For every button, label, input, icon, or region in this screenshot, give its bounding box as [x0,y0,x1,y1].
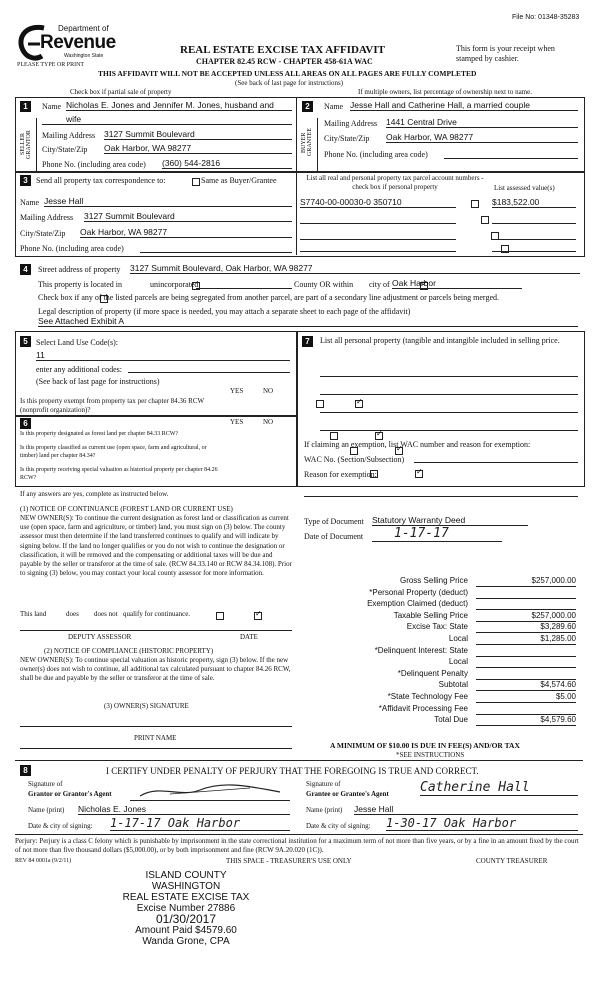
tax-row-label: Exemption Claimed (deduct) [367,599,468,609]
dor-logo: Department of Revenue Washington State [14,22,124,62]
seller-city-field[interactable]: Oak Harbor, WA 98277 [104,143,292,154]
exemption-reason-field[interactable] [304,496,578,497]
does-qualify-checkbox[interactable] [216,612,224,620]
please-type: PLEASE TYPE OR PRINT [17,62,85,68]
personal-property-line-1[interactable] [320,366,578,377]
buyer-name-field[interactable]: Jesse Hall and Catherine Hall, a married couple [350,100,578,111]
tax-row-value[interactable]: $4,574.60 [476,680,576,691]
tax-row-label: Total Due [434,715,468,725]
tax-row [300,611,580,623]
tax-row-label: Gross Selling Price [399,576,468,585]
document-type-field[interactable]: Statutory Warranty Deed [372,515,528,526]
tax-row-value[interactable]: $3,289.60 [476,622,576,633]
document-date-field[interactable]: 1-17-17 [372,526,502,542]
grantee-name-field[interactable]: Jesse Hall [354,804,578,815]
parcel-field-1[interactable]: S7740-00-00030-0 350710 [300,197,456,208]
personal-property-checkbox-1[interactable] [471,200,479,208]
same-as-buyer-checkbox[interactable] [192,178,200,186]
tax-row-label: *State Technology Fee [387,691,468,701]
wac-field[interactable] [414,453,578,463]
tax-row-value[interactable]: $257,000.00 [476,611,576,622]
tax-row-value[interactable]: $257,000.00 [476,576,576,587]
tax-name-field[interactable]: Jesse Hall [44,196,292,207]
tax-row-value[interactable] [476,646,576,657]
tax-row-value[interactable] [476,669,576,680]
treasurer-stamp: ISLAND COUNTY WASHINGTON REAL ESTATE EXCISE TAX Excise Number 27886 01/30/2017 Amount Paid $4579.60 Wanda Grone, CPA [122,870,250,947]
tax-row [300,622,580,634]
buyer-mailing-field[interactable]: 1441 Central Drive [386,117,578,128]
section-4-number: 4 [20,264,31,275]
owner-signature-field[interactable] [20,726,292,727]
grantee-date-city-field[interactable]: 1-30-17 Oak Harbor [386,816,578,831]
city-of-field[interactable]: Oak Harbor [392,278,522,289]
notice-compliance: NEW OWNER(S): To continue special valuation as historic property, sign (3) below. If the new owner(s) does not wish to continue, all additional tax calculated pursuant to chapter 84.26 RCW, shall be due and payable by the seller or transferor at the time of sale. [20,656,291,683]
grantee-signature-field[interactable]: Catherine Hall [420,780,578,796]
tax-row [300,599,580,611]
section-8-number: 8 [20,765,31,776]
tax-row-value[interactable] [476,599,576,610]
assessed-header: List assessed value(s) [494,184,555,192]
tax-row-value[interactable] [476,704,576,715]
assessed-field-2[interactable] [492,213,576,224]
seller-name-field[interactable]: Nicholas E. Jones and Jennifer M. Jones, husband and [66,100,292,111]
form-revision: REV 84 0001a (9/2/11) [15,858,72,864]
parcel-field-2[interactable] [300,213,456,224]
parcels-header: List all real and personal property tax parcel account numbers - check box if personal property [306,174,484,191]
perjury-statement: Perjury: Perjury is a class C felony which is punishable by imprisonment in the state correctional institution for a maximum term of not more than five years, or by a fine in an amount fixed by the court of not more than five thousand dollars ($5,000.00), or by both imprisonment and fine (RCW 9A.20.020 (1C)). [15,837,579,854]
tax-row-label: Excise Tax: State [406,622,468,632]
assessed-field-4[interactable] [492,241,576,252]
does-not-qualify-checkbox[interactable] [254,612,262,620]
section-2-number: 2 [302,101,313,112]
tax-row-label: Subtotal [438,680,468,690]
section-6-number: 6 [20,418,31,429]
tax-row [300,692,580,704]
grantor-signature-icon [130,782,290,800]
land-use-code-field[interactable]: 11 [36,350,290,361]
tax-row-value[interactable]: $1,285.00 [476,634,576,645]
section-7-number: 7 [302,336,313,347]
seller-mailing-field[interactable]: 3127 Summit Boulevard [104,129,292,140]
property-address-field[interactable]: 3127 Summit Boulevard, Oak Harbor, WA 98277 [130,263,580,274]
county-treasurer-label: COUNTY TREASURER [476,857,548,865]
tax-row-label: Local [448,633,468,643]
seller-phone-field[interactable]: (360) 544-2816 [162,158,292,169]
section-5-number: 5 [20,336,31,347]
parcel-field-4[interactable] [300,241,456,252]
tax-row [300,646,580,658]
tax-row [300,669,580,681]
partial-sale-label: Check box if partial sale of property [70,88,172,96]
assessed-field-3[interactable] [492,229,576,240]
additional-codes-field[interactable] [128,363,290,373]
treasurer-use-only: THIS SPACE - TREASURER'S USE ONLY [226,857,352,865]
file-number: File No: 01348-35283 [512,14,580,21]
tax-row-label: Taxable Selling Price [393,610,468,620]
receipt-note: This form is your receipt when stamped by cashier. [456,44,555,63]
print-name-field[interactable] [20,748,292,749]
warning: THIS AFFIDAVIT WILL NOT BE ACCEPTED UNLESS ALL AREAS ON ALL PAGES ARE FULLY COMPLETED [98,69,477,78]
notice-continuance: NEW OWNER(S): To continue the current designation as forest land or classification as current use (open space, farm and agriculture, or timber) land, you must sign on (3) below. The county assessor must then determine if the land transferred continues to qualify and will indicate by signing below. If the land no longer qualifies or you do not wish to continue the designation or classification, it will be removed and the compensating or additional taxes will be due and payable by the seller or transferor at the time of sale. (RCW 84.33.140 or RCW 84.34.108). Prior to signing (3) below, you may contact your local county assessor for more information. [20,514,292,578]
buyer-side-label: BUYER GRANTEE [301,128,313,157]
form-title: REAL ESTATE EXCISE TAX AFFIDAVIT [180,44,385,56]
buyer-city-field[interactable]: Oak Harbor, WA 98277 [386,132,578,143]
tax-row-label: *Affidavit Processing Fee [378,703,468,713]
tax-row-value[interactable] [476,588,576,599]
tax-row [300,680,580,692]
buyer-phone-field[interactable] [444,148,578,159]
legal-description[interactable]: See Attached Exhibit A [38,316,125,326]
minimum-fee-note: A MINIMUM OF $10.00 IS DUE IN FEE(S) AND/OR TAX [330,741,520,750]
tax-row [300,634,580,646]
grantor-date-city-field[interactable]: 1-17-17 Oak Harbor [110,816,290,831]
tax-row-value[interactable]: $5.00 [476,692,576,703]
tax-row-label: *Delinquent Interest: State [374,645,468,655]
grantor-signature-field[interactable] [130,790,290,801]
section-1-number: 1 [20,101,31,112]
tax-row [300,588,580,600]
multiple-owners-label: If multiple owners, list percentage of ownership next to name. [358,88,532,96]
tax-row-label: Local [448,657,468,667]
tax-row-value[interactable]: $4,579.60 [476,715,576,726]
tax-row-label: *Personal Property (deduct) [369,587,468,597]
tax-row-value[interactable] [476,657,576,668]
grantor-name-field[interactable]: Nicholas E. Jones [78,804,290,815]
personal-property-line-2[interactable] [320,384,578,395]
seller-side-label: SELLER GRANTOR [20,130,32,159]
personal-property-checkbox-2[interactable] [481,216,489,224]
tax-mailing-field[interactable]: 3127 Summit Boulevard [84,211,292,222]
personal-property-line-4[interactable] [320,420,578,431]
tax-row [300,704,580,716]
parcel-field-3[interactable] [300,229,456,240]
county-field[interactable] [196,279,292,289]
tax-row [300,715,580,727]
personal-property-line-3[interactable] [320,402,578,413]
assessed-field-1[interactable]: $183,522.00 [492,197,576,208]
section-3-number: 3 [20,175,31,186]
tax-table [300,576,580,727]
tax-row [300,657,580,669]
tax-phone-field[interactable] [140,242,292,253]
form-subtitle: CHAPTER 82.45 RCW - CHAPTER 458-61A WAC [196,57,373,66]
tax-city-field[interactable]: Oak Harbor, WA 98277 [80,227,292,238]
tax-row-label: *Delinquent Penalty [397,668,468,678]
tax-row [300,576,580,588]
certify-statement: I CERTIFY UNDER PENALTY OF PERJURY THAT THE FOREGOING IS TRUE AND CORRECT. [106,766,479,776]
